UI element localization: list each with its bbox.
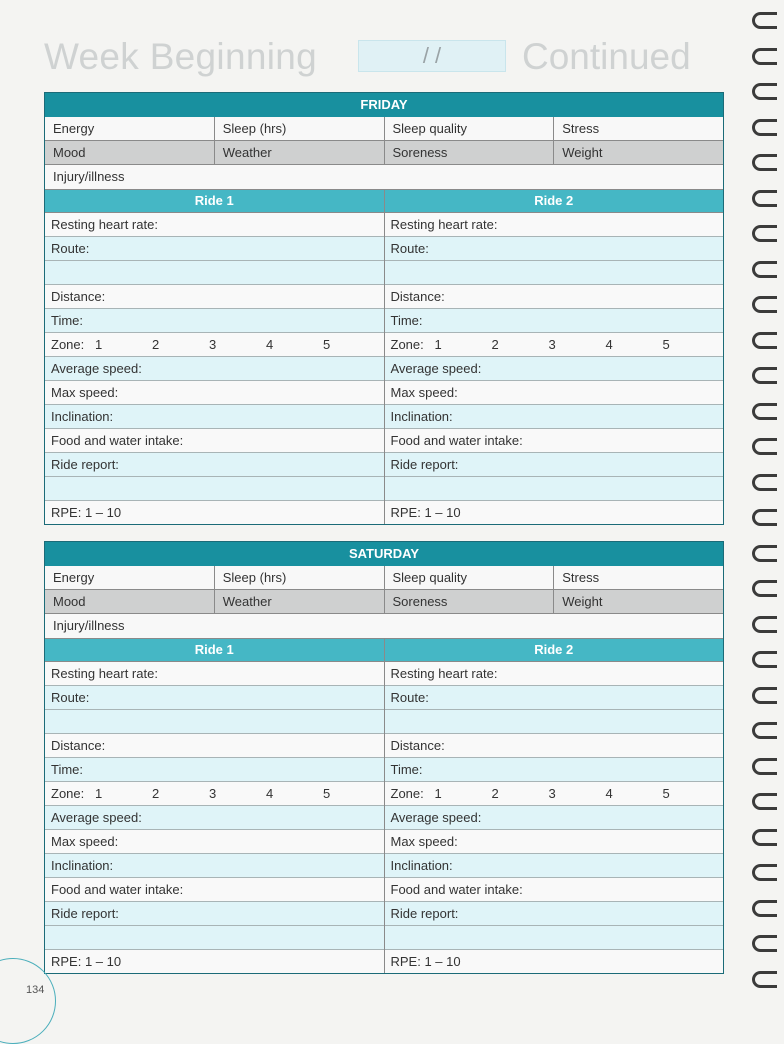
ride-1-column	[45, 639, 385, 973]
inclination-field[interactable]: Inclination:	[45, 854, 384, 878]
inclination-field[interactable]: Inclination:	[385, 854, 724, 878]
zone-option[interactable]: 2	[491, 786, 499, 801]
binding-coil	[752, 119, 777, 136]
distance-field[interactable]: Distance:	[385, 734, 724, 758]
wellness-field[interactable]: Stress	[562, 121, 600, 136]
binding-coil	[752, 758, 777, 775]
week-beginning-title: Week Beginning	[44, 36, 317, 77]
food-water-intake-field[interactable]: Food and water intake:	[385, 429, 724, 453]
ride-report-field[interactable]: Ride report:	[45, 453, 384, 477]
binding-coil	[752, 367, 777, 384]
rpe-field[interactable]: RPE: 1 – 10	[385, 950, 724, 973]
binding-coil	[752, 83, 777, 100]
zone-option[interactable]: 5	[323, 337, 331, 352]
route-extra-line[interactable]	[45, 710, 384, 734]
wellness-field[interactable]: Soreness	[385, 141, 555, 164]
ride-report-field[interactable]: Ride report:	[385, 453, 724, 477]
binding-coil	[752, 900, 777, 917]
wellness-field[interactable]: Mood	[45, 141, 215, 164]
zone-option[interactable]: 3	[548, 786, 556, 801]
zone-option[interactable]: 3	[209, 337, 217, 352]
binding-coil	[752, 403, 777, 420]
average-speed-field[interactable]: Average speed:	[45, 806, 384, 830]
day-title-bar: FRIDAY	[45, 93, 723, 117]
saturday-section	[44, 541, 724, 974]
zone-option[interactable]: 2	[491, 337, 499, 352]
page-number: 134	[26, 984, 45, 996]
zone-option[interactable]: 4	[266, 337, 274, 352]
zone-option[interactable]: 4	[605, 337, 613, 352]
page-header	[44, 34, 724, 84]
rpe-field[interactable]: RPE: 1 – 10	[385, 501, 724, 524]
distance-field[interactable]: Distance:	[45, 285, 384, 309]
wellness-field[interactable]: Sleep quality	[385, 566, 555, 589]
binding-coil	[752, 580, 777, 597]
binding-coil	[752, 651, 777, 668]
zone-option[interactable]: 5	[323, 786, 331, 801]
wellness-row-2	[45, 141, 723, 165]
max-speed-field[interactable]: Max speed:	[385, 381, 724, 405]
average-speed-field[interactable]: Average speed:	[385, 357, 724, 381]
binding-coil	[752, 332, 777, 349]
wellness-field[interactable]: Stress	[562, 570, 600, 585]
distance-field[interactable]: Distance:	[45, 734, 384, 758]
ride-2-column	[385, 639, 724, 973]
ride-1-column	[45, 190, 385, 524]
ride-report-field[interactable]: Ride report:	[385, 902, 724, 926]
binding-coil	[752, 829, 777, 846]
food-water-intake-field[interactable]: Food and water intake:	[45, 878, 384, 902]
friday-section	[44, 92, 724, 525]
binding-coil	[752, 616, 777, 633]
ride-1-header: Ride 1	[45, 639, 384, 662]
zone-option[interactable]: 2	[152, 786, 160, 801]
max-speed-field[interactable]: Max speed:	[45, 381, 384, 405]
wellness-field[interactable]: Mood	[45, 590, 215, 613]
time-field[interactable]: Time:	[45, 309, 384, 333]
ride-1-header: Ride 1	[45, 190, 384, 213]
route-extra-line[interactable]	[385, 261, 724, 285]
day-title-bar: SATURDAY	[45, 542, 723, 566]
rides-table	[45, 190, 723, 524]
wellness-field[interactable]: Energy	[45, 566, 215, 589]
zone-option[interactable]: 1	[95, 337, 103, 352]
zone-row	[45, 782, 384, 806]
binding-coil	[752, 509, 777, 526]
zone-label: Zone:	[390, 786, 424, 801]
max-speed-field[interactable]: Max speed:	[385, 830, 724, 854]
zone-label: Zone:	[390, 337, 424, 352]
injury-illness-field[interactable]: Injury/illness	[45, 614, 723, 639]
zone-option[interactable]: 2	[152, 337, 160, 352]
rpe-field[interactable]: RPE: 1 – 10	[45, 950, 384, 973]
binding-coil	[752, 48, 777, 65]
wellness-field[interactable]: Sleep (hrs)	[215, 117, 385, 140]
route-field[interactable]: Route:	[45, 237, 384, 261]
wellness-field[interactable]: Weather	[215, 590, 385, 613]
binding-coil	[752, 687, 777, 704]
time-field[interactable]: Time:	[385, 758, 724, 782]
ride-report-extra-line[interactable]	[45, 926, 384, 950]
binding-coil	[752, 190, 777, 207]
route-field[interactable]: Route:	[385, 237, 724, 261]
binding-coil	[752, 261, 777, 278]
zone-option[interactable]: 1	[95, 786, 103, 801]
zone-row	[45, 333, 384, 357]
wellness-field[interactable]: Soreness	[385, 590, 555, 613]
distance-field[interactable]: Distance:	[385, 285, 724, 309]
binding-coil	[752, 722, 777, 739]
ride-2-column	[385, 190, 724, 524]
wellness-field[interactable]: Sleep (hrs)	[215, 566, 385, 589]
resting-heart-rate-field[interactable]: Resting heart rate:	[385, 662, 724, 686]
zone-option[interactable]: 4	[605, 786, 613, 801]
zone-option[interactable]: 1	[434, 337, 442, 352]
max-speed-field[interactable]: Max speed:	[45, 830, 384, 854]
binding-coil	[752, 225, 777, 242]
average-speed-field[interactable]: Average speed:	[385, 806, 724, 830]
zone-option[interactable]: 5	[662, 786, 670, 801]
resting-heart-rate-field[interactable]: Resting heart rate:	[45, 662, 384, 686]
ride-2-header: Ride 2	[385, 639, 724, 662]
binding-coil	[752, 474, 777, 491]
ride-report-extra-line[interactable]	[385, 477, 724, 501]
wellness-field[interactable]: Weather	[215, 141, 385, 164]
ride-report-extra-line[interactable]	[385, 926, 724, 950]
injury-illness-field[interactable]: Injury/illness	[45, 165, 723, 190]
spiral-binding	[744, 0, 784, 1000]
zone-row	[385, 333, 724, 357]
continued-label: Continued	[522, 36, 691, 77]
binding-coil	[752, 971, 777, 988]
resting-heart-rate-field[interactable]: Resting heart rate:	[385, 213, 724, 237]
route-extra-line[interactable]	[385, 710, 724, 734]
wellness-field[interactable]: Weight	[562, 594, 603, 609]
wellness-field[interactable]: Sleep quality	[385, 117, 555, 140]
wellness-row-1	[45, 566, 723, 590]
average-speed-field[interactable]: Average speed:	[45, 357, 384, 381]
food-water-intake-field[interactable]: Food and water intake:	[45, 429, 384, 453]
wellness-field[interactable]: Weight	[562, 145, 603, 160]
binding-coil	[752, 154, 777, 171]
binding-coil	[752, 864, 777, 881]
binding-coil	[752, 12, 777, 29]
resting-heart-rate-field[interactable]: Resting heart rate:	[45, 213, 384, 237]
binding-coil	[752, 793, 777, 810]
zone-row	[385, 782, 724, 806]
zone-label: Zone:	[51, 786, 85, 801]
zone-option[interactable]: 4	[266, 786, 274, 801]
ride-report-extra-line[interactable]	[45, 477, 384, 501]
rides-table	[45, 639, 723, 973]
wellness-row-2	[45, 590, 723, 614]
route-field[interactable]: Route:	[45, 686, 384, 710]
binding-coil	[752, 935, 777, 952]
ride-report-field[interactable]: Ride report:	[45, 902, 384, 926]
zone-label: Zone:	[51, 337, 85, 352]
zone-option[interactable]: 1	[434, 786, 442, 801]
inclination-field[interactable]: Inclination:	[45, 405, 384, 429]
binding-coil	[752, 296, 777, 313]
zone-option[interactable]: 5	[662, 337, 670, 352]
ride-2-header: Ride 2	[385, 190, 724, 213]
binding-coil	[752, 545, 777, 562]
inclination-field[interactable]: Inclination:	[385, 405, 724, 429]
binding-coil	[752, 438, 777, 455]
route-field[interactable]: Route:	[385, 686, 724, 710]
route-extra-line[interactable]	[45, 261, 384, 285]
wellness-row-1	[45, 117, 723, 141]
time-field[interactable]: Time:	[45, 758, 384, 782]
week-date-field[interactable]: / /	[358, 40, 506, 72]
food-water-intake-field[interactable]: Food and water intake:	[385, 878, 724, 902]
wellness-field[interactable]: Energy	[45, 117, 215, 140]
time-field[interactable]: Time:	[385, 309, 724, 333]
zone-option[interactable]: 3	[548, 337, 556, 352]
rpe-field[interactable]: RPE: 1 – 10	[45, 501, 384, 524]
zone-option[interactable]: 3	[209, 786, 217, 801]
